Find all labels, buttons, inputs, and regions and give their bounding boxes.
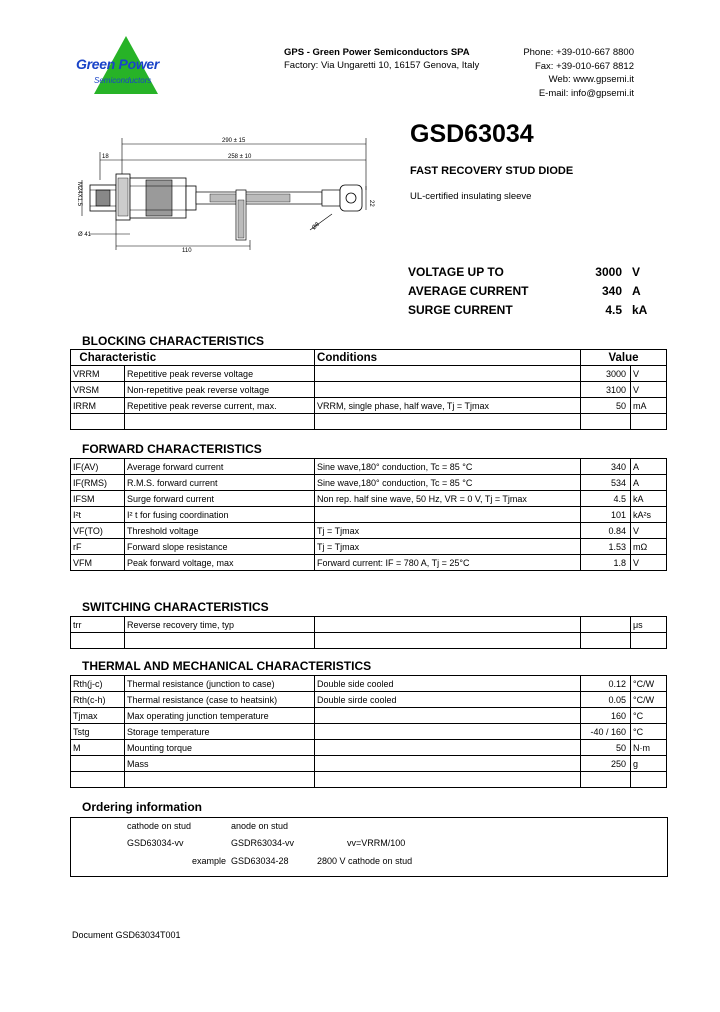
value-cell: 3100 (581, 382, 631, 398)
description-cell: Surge forward current (125, 491, 315, 507)
contact-block (470, 46, 634, 100)
rating-name: SURGE CURRENT (408, 302, 513, 317)
rating-row (408, 262, 658, 281)
value-cell: 50 (581, 740, 631, 756)
empty-cell (125, 633, 315, 649)
empty-cell (315, 414, 581, 430)
blank-row (71, 414, 667, 430)
value-cell: 3000 (581, 366, 631, 382)
example-code: GSD63034-28 (231, 856, 289, 866)
dim-hole-label: Ø 41 (78, 232, 92, 238)
empty-cell (125, 414, 315, 430)
unit-cell: mΩ (631, 539, 667, 555)
condition-cell (315, 724, 581, 740)
ordering-title: Ordering information (82, 800, 202, 814)
empty-cell (315, 772, 581, 788)
fax-value: +39-010-667 8812 (556, 60, 634, 72)
symbol-cell: trr (71, 617, 125, 633)
symbol-cell: VRSM (71, 382, 125, 398)
empty-cell (71, 772, 125, 788)
table-row (71, 740, 667, 756)
unit-cell: V (631, 555, 667, 571)
symbol-cell: IFSM (71, 491, 125, 507)
symbol-cell: IRRM (71, 398, 125, 414)
rating-unit: kA (632, 302, 648, 317)
rating-name: AVERAGE CURRENT (408, 283, 529, 298)
empty-cell (581, 633, 631, 649)
condition-cell (315, 366, 581, 382)
condition-cell (315, 382, 581, 398)
unit-cell: mA (631, 398, 667, 414)
condition-cell (315, 708, 581, 724)
symbol-cell: M (71, 740, 125, 756)
empty-cell (125, 772, 315, 788)
blocking-table (70, 349, 667, 430)
value-cell: 340 (581, 459, 631, 475)
phone-value: +39-010-667 8800 (556, 47, 634, 58)
dim-18-label: 18 (102, 154, 109, 160)
condition-cell (315, 740, 581, 756)
value-cell: -40 / 160 (581, 724, 631, 740)
condition-cell: Tj = Tjmax (315, 539, 581, 555)
description-cell: Thermal resistance (case to heatsink) (125, 692, 315, 708)
rating-row (408, 281, 658, 300)
document-number: Document GSD63034T001 (72, 930, 181, 940)
description-cell: Mass (125, 756, 315, 772)
switching-title: SWITCHING CHARACTERISTICS (82, 600, 269, 614)
unit-cell: °C (631, 708, 667, 724)
symbol-cell: VRRM (71, 366, 125, 382)
description-cell: I² t for fusing coordination (125, 507, 315, 523)
unit-cell: °C/W (631, 676, 667, 692)
unit-cell: V (631, 366, 667, 382)
empty-cell (631, 633, 667, 649)
condition-cell: VRRM, single phase, half wave, Tj = Tjmax (315, 398, 581, 414)
unit-cell: V (631, 382, 667, 398)
email-label: E-mail: (538, 87, 569, 99)
switching-table (70, 616, 667, 649)
table-row (71, 708, 667, 724)
description-cell: Threshold voltage (125, 523, 315, 539)
rating-value: 340 (601, 283, 622, 298)
description-cell: Max operating junction temperature (125, 708, 315, 724)
anode-label: anode on stud (231, 821, 289, 831)
rating-row (408, 300, 658, 319)
value-cell (581, 617, 631, 633)
condition-cell (315, 756, 581, 772)
product-subtitle: UL-certified insulating sleeve (410, 191, 532, 202)
condition-cell: Non rep. half sine wave, 50 Hz, VR = 0 V, Tj = Tjmax (315, 491, 581, 507)
table-row (71, 507, 667, 523)
example-description: 2800 V cathode on stud (317, 856, 413, 866)
dim-lead-label: 258 ± 10 (228, 154, 252, 160)
symbol-cell (71, 756, 125, 772)
symbol-cell: Tstg (71, 724, 125, 740)
table-row (71, 459, 667, 475)
dim-8-label: Ø8 (311, 221, 322, 232)
thermal-table (70, 675, 667, 788)
description-cell: Reverse recovery time, typ (125, 617, 315, 633)
header-characteristic: Characteristic (71, 350, 315, 366)
description-cell: Storage temperature (125, 724, 315, 740)
description-cell: Peak forward voltage, max (125, 555, 315, 571)
symbol-cell: IF(AV) (71, 459, 125, 475)
value-cell: 101 (581, 507, 631, 523)
empty-cell (581, 414, 631, 430)
dim-22-label: 22 (368, 200, 374, 207)
value-cell: 4.5 (581, 491, 631, 507)
empty-cell (631, 772, 667, 788)
part-number: GSD63034 (410, 120, 534, 148)
header-conditions: Conditions (315, 350, 581, 366)
dim-total-label: 290 ± 15 (222, 138, 246, 144)
key-ratings (408, 262, 658, 319)
table-row (71, 475, 667, 491)
description-cell: R.M.S. forward current (125, 475, 315, 491)
example-label: example (192, 856, 227, 866)
unit-cell: A (631, 459, 667, 475)
value-cell: 1.53 (581, 539, 631, 555)
blocking-title: BLOCKING CHARACTERISTICS (82, 334, 264, 348)
unit-cell: g (631, 756, 667, 772)
value-cell: 0.12 (581, 676, 631, 692)
description-cell: Average forward current (125, 459, 315, 475)
web-value[interactable]: www.gpsemi.it (573, 74, 634, 85)
condition-cell: Forward current: IF = 780 A, Tj = 25°C (315, 555, 581, 571)
rating-value: 4.5 (605, 302, 622, 317)
header-value: Value (581, 350, 667, 366)
blank-row (71, 772, 667, 788)
unit-cell: A (631, 475, 667, 491)
unit-cell: °C (631, 724, 667, 740)
company-name: GPS - Green Power Semiconductors SPA (284, 47, 470, 58)
value-cell: 50 (581, 398, 631, 414)
symbol-cell: Rth(c-h) (71, 692, 125, 708)
value-cell: 1.8 (581, 555, 631, 571)
description-cell: Forward slope resistance (125, 539, 315, 555)
unit-cell: kA (631, 491, 667, 507)
rating-value: 3000 (595, 264, 622, 279)
table-row (71, 366, 667, 382)
order-formula: vv=VRRM/100 (347, 838, 406, 848)
unit-cell: μs (631, 617, 667, 633)
value-cell: 0.05 (581, 692, 631, 708)
logo-subtitle: Semiconductors (94, 76, 152, 85)
cathode-code: GSD63034-vv (127, 838, 184, 848)
dim-thread-label: M24X1.5 (76, 182, 82, 207)
condition-cell: Tj = Tjmax (315, 523, 581, 539)
condition-cell: Double sirde cooled (315, 692, 581, 708)
ordering-box (70, 817, 668, 877)
logo-title: Green Power (76, 56, 160, 72)
unit-cell: kA²s (631, 507, 667, 523)
rating-name: VOLTAGE UP TO (408, 264, 504, 279)
description-cell: Thermal resistance (junction to case) (125, 676, 315, 692)
web-label: Web: (548, 74, 571, 85)
symbol-cell: VFM (71, 555, 125, 571)
symbol-cell: Rth(j-c) (71, 676, 125, 692)
value-cell: 160 (581, 708, 631, 724)
table-row (71, 539, 667, 555)
empty-cell (631, 414, 667, 430)
value-cell: 0.84 (581, 523, 631, 539)
symbol-cell: rF (71, 539, 125, 555)
table-row (71, 491, 667, 507)
description-cell: Repetitive peak reverse voltage (125, 366, 315, 382)
table-row (71, 724, 667, 740)
fax-label: Fax: (534, 60, 554, 72)
value-cell: 250 (581, 756, 631, 772)
symbol-cell: I²t (71, 507, 125, 523)
value-cell: 534 (581, 475, 631, 491)
table-row (71, 382, 667, 398)
condition-cell: Double side cooled (315, 676, 581, 692)
company-block (284, 46, 479, 72)
company-address: Factory: Via Ungaretti 10, 16157 Genova, Italy (284, 60, 480, 71)
forward-table (70, 458, 667, 571)
description-cell: Repetitive peak reverse current, max. (125, 398, 315, 414)
condition-cell: Sine wave,180° conduction, Tc = 85 °C (315, 459, 581, 475)
product-type: FAST RECOVERY STUD DIODE (410, 165, 574, 177)
description-cell: Mounting torque (125, 740, 315, 756)
table-row (71, 692, 667, 708)
forward-title: FORWARD CHARACTERISTICS (82, 442, 262, 456)
email-value[interactable]: info@gpsemi.it (571, 87, 634, 99)
empty-cell (581, 772, 631, 788)
unit-cell: °C/W (631, 692, 667, 708)
empty-cell (71, 633, 125, 649)
outline-drawing (70, 130, 390, 260)
phone-label: Phone: (523, 47, 554, 58)
condition-cell: Sine wave,180° conduction, Tc = 85 °C (315, 475, 581, 491)
symbol-cell: VF(TO) (71, 523, 125, 539)
description-cell: Non-repetitive peak reverse voltage (125, 382, 315, 398)
unit-cell: V (631, 523, 667, 539)
unit-cell: N·m (631, 740, 667, 756)
dim-110-label: 110 (182, 248, 192, 254)
rating-unit: V (632, 264, 641, 279)
table-row (71, 398, 667, 414)
symbol-cell: IF(RMS) (71, 475, 125, 491)
symbol-cell: Tjmax (71, 708, 125, 724)
condition-cell (315, 617, 581, 633)
table-row (71, 756, 667, 772)
condition-cell (315, 507, 581, 523)
anode-code: GSDR63034-vv (231, 838, 295, 848)
table-row (71, 676, 667, 692)
rating-unit: A (632, 283, 641, 298)
cathode-label: cathode on stud (127, 821, 192, 831)
table-header (71, 350, 667, 366)
blank-row (71, 633, 667, 649)
empty-cell (315, 633, 581, 649)
table-row (71, 523, 667, 539)
table-row (71, 555, 667, 571)
table-row (71, 617, 667, 633)
empty-cell (71, 414, 125, 430)
thermal-title: THERMAL AND MECHANICAL CHARACTERISTICS (82, 659, 372, 673)
